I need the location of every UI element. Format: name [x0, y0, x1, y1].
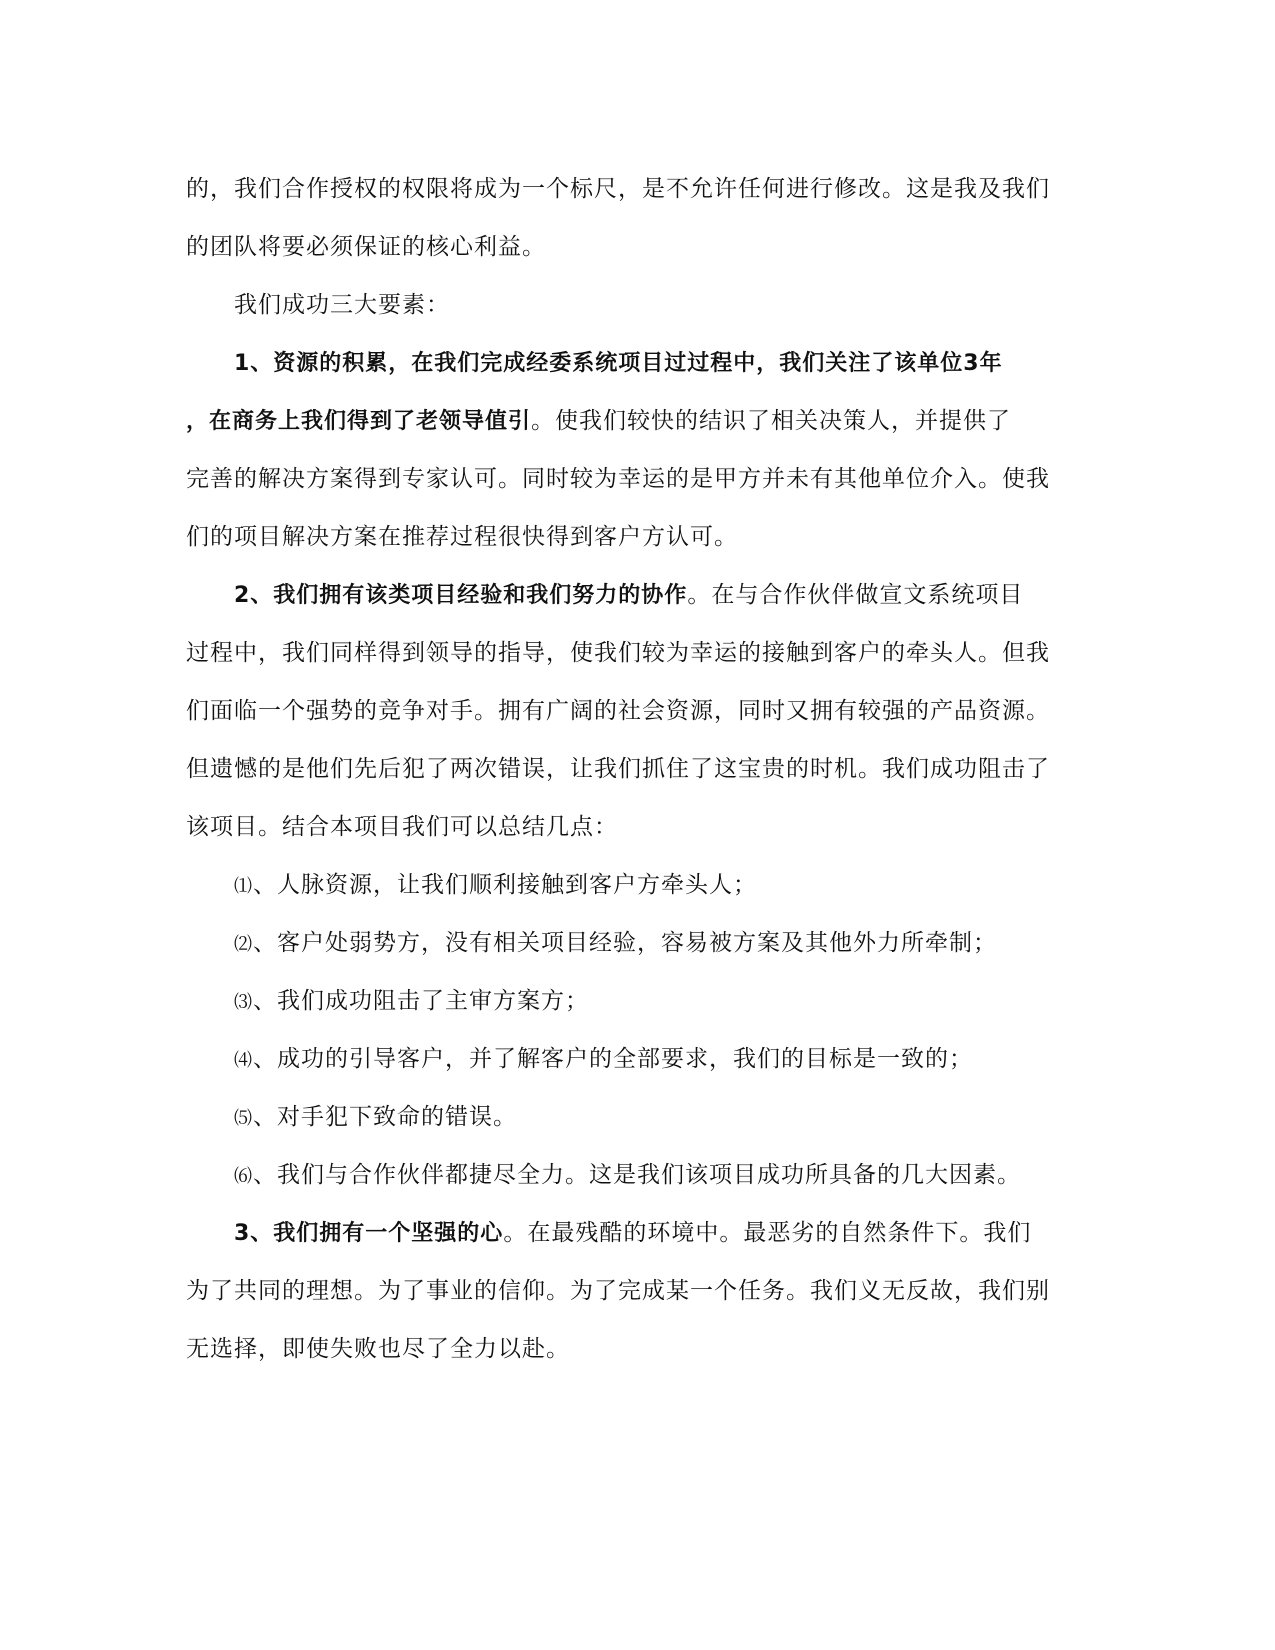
bold-point-title: ，在商务上我们得到了老领导值引 — [186, 409, 532, 434]
list-item — [186, 914, 1086, 972]
list-item-number: ⑹ — [234, 1166, 253, 1187]
paragraph-text: 。在与合作伙伴做宣文系统项目 — [687, 582, 1024, 608]
list-item-number: ⑶ — [234, 992, 253, 1013]
list-item — [186, 1088, 1086, 1146]
document-body — [186, 160, 1086, 1378]
list-item-text: 、我们成功阻击了主审方案方； — [253, 988, 589, 1014]
paragraph-line: 但遗憾的是他们先后犯了两次错误，让我们抓住了这宝贵的时机。我们成功阻击了 — [186, 756, 1050, 782]
section-heading: 我们成功三大要素： — [234, 292, 450, 318]
paragraph-text: 。在最残酷的环境中。最恶劣的自然条件下。我们 — [503, 1220, 1032, 1246]
list-item-text: 、客户处弱势方，没有相关项目经验，容易被方案及其他外力所牵制； — [253, 930, 997, 956]
list-item-number: ⑴ — [234, 876, 253, 897]
paragraph-line — [186, 334, 1086, 392]
paragraph-line: 的，我们合作授权的权限将成为一个标尺，是不允许任何进行修改。这是我及我们 — [186, 176, 1050, 202]
list-item — [186, 856, 1086, 914]
list-item-number: ⑵ — [234, 934, 253, 955]
paragraph-line: 们面临一个强势的竞争对手。拥有广阔的社会资源，同时又拥有较强的产品资源。 — [186, 698, 1050, 724]
paragraph-line — [186, 392, 1086, 450]
paragraph-line: 完善的解决方案得到专家认可。同时较为幸运的是甲方并未有其他单位介入。使我 — [186, 466, 1050, 492]
list-item-number: ⑸ — [234, 1108, 253, 1129]
bold-point-title: 3、我们拥有一个坚强的心 — [234, 1221, 504, 1246]
paragraph-line: 过程中，我们同样得到领导的指导，使我们较为幸运的接触到客户的牵头人。但我 — [186, 640, 1050, 666]
paragraph-line — [186, 1204, 1086, 1262]
paragraph-line: 无选择，即使失败也尽了全力以赴。 — [186, 1336, 570, 1362]
list-item-text: 、我们与合作伙伴都捷尽全力。这是我们该项目成功所具备的几大因素。 — [253, 1162, 1021, 1188]
list-item-text: 、对手犯下致命的错误。 — [253, 1104, 517, 1130]
bold-point-title: 2、我们拥有该类项目经验和我们努力的协作 — [234, 583, 688, 608]
paragraph-text: 。使我们较快的结识了相关决策人，并提供了 — [531, 408, 1012, 434]
list-item — [186, 972, 1086, 1030]
paragraph-line — [186, 566, 1086, 624]
list-item — [186, 1030, 1086, 1088]
list-item — [186, 1146, 1086, 1204]
list-item-number: ⑷ — [234, 1050, 253, 1071]
list-item-text: 、成功的引导客户，并了解客户的全部要求，我们的目标是一致的； — [253, 1046, 973, 1072]
paragraph-line: 为了共同的理想。为了事业的信仰。为了完成某一个任务。我们义无反故，我们别 — [186, 1278, 1050, 1304]
paragraph-line: 的团队将要必须保证的核心利益。 — [186, 234, 546, 260]
list-item-text: 、人脉资源，让我们顺利接触到客户方牵头人； — [253, 872, 757, 898]
paragraph-line: 们的项目解决方案在推荐过程很快得到客户方认可。 — [186, 524, 738, 550]
bold-point-title: 1、资源的积累，在我们完成经委系统项目过过程中，我们关注了该单位3年 — [234, 351, 1003, 376]
paragraph-line: 该项目。结合本项目我们可以总结几点： — [186, 814, 618, 840]
